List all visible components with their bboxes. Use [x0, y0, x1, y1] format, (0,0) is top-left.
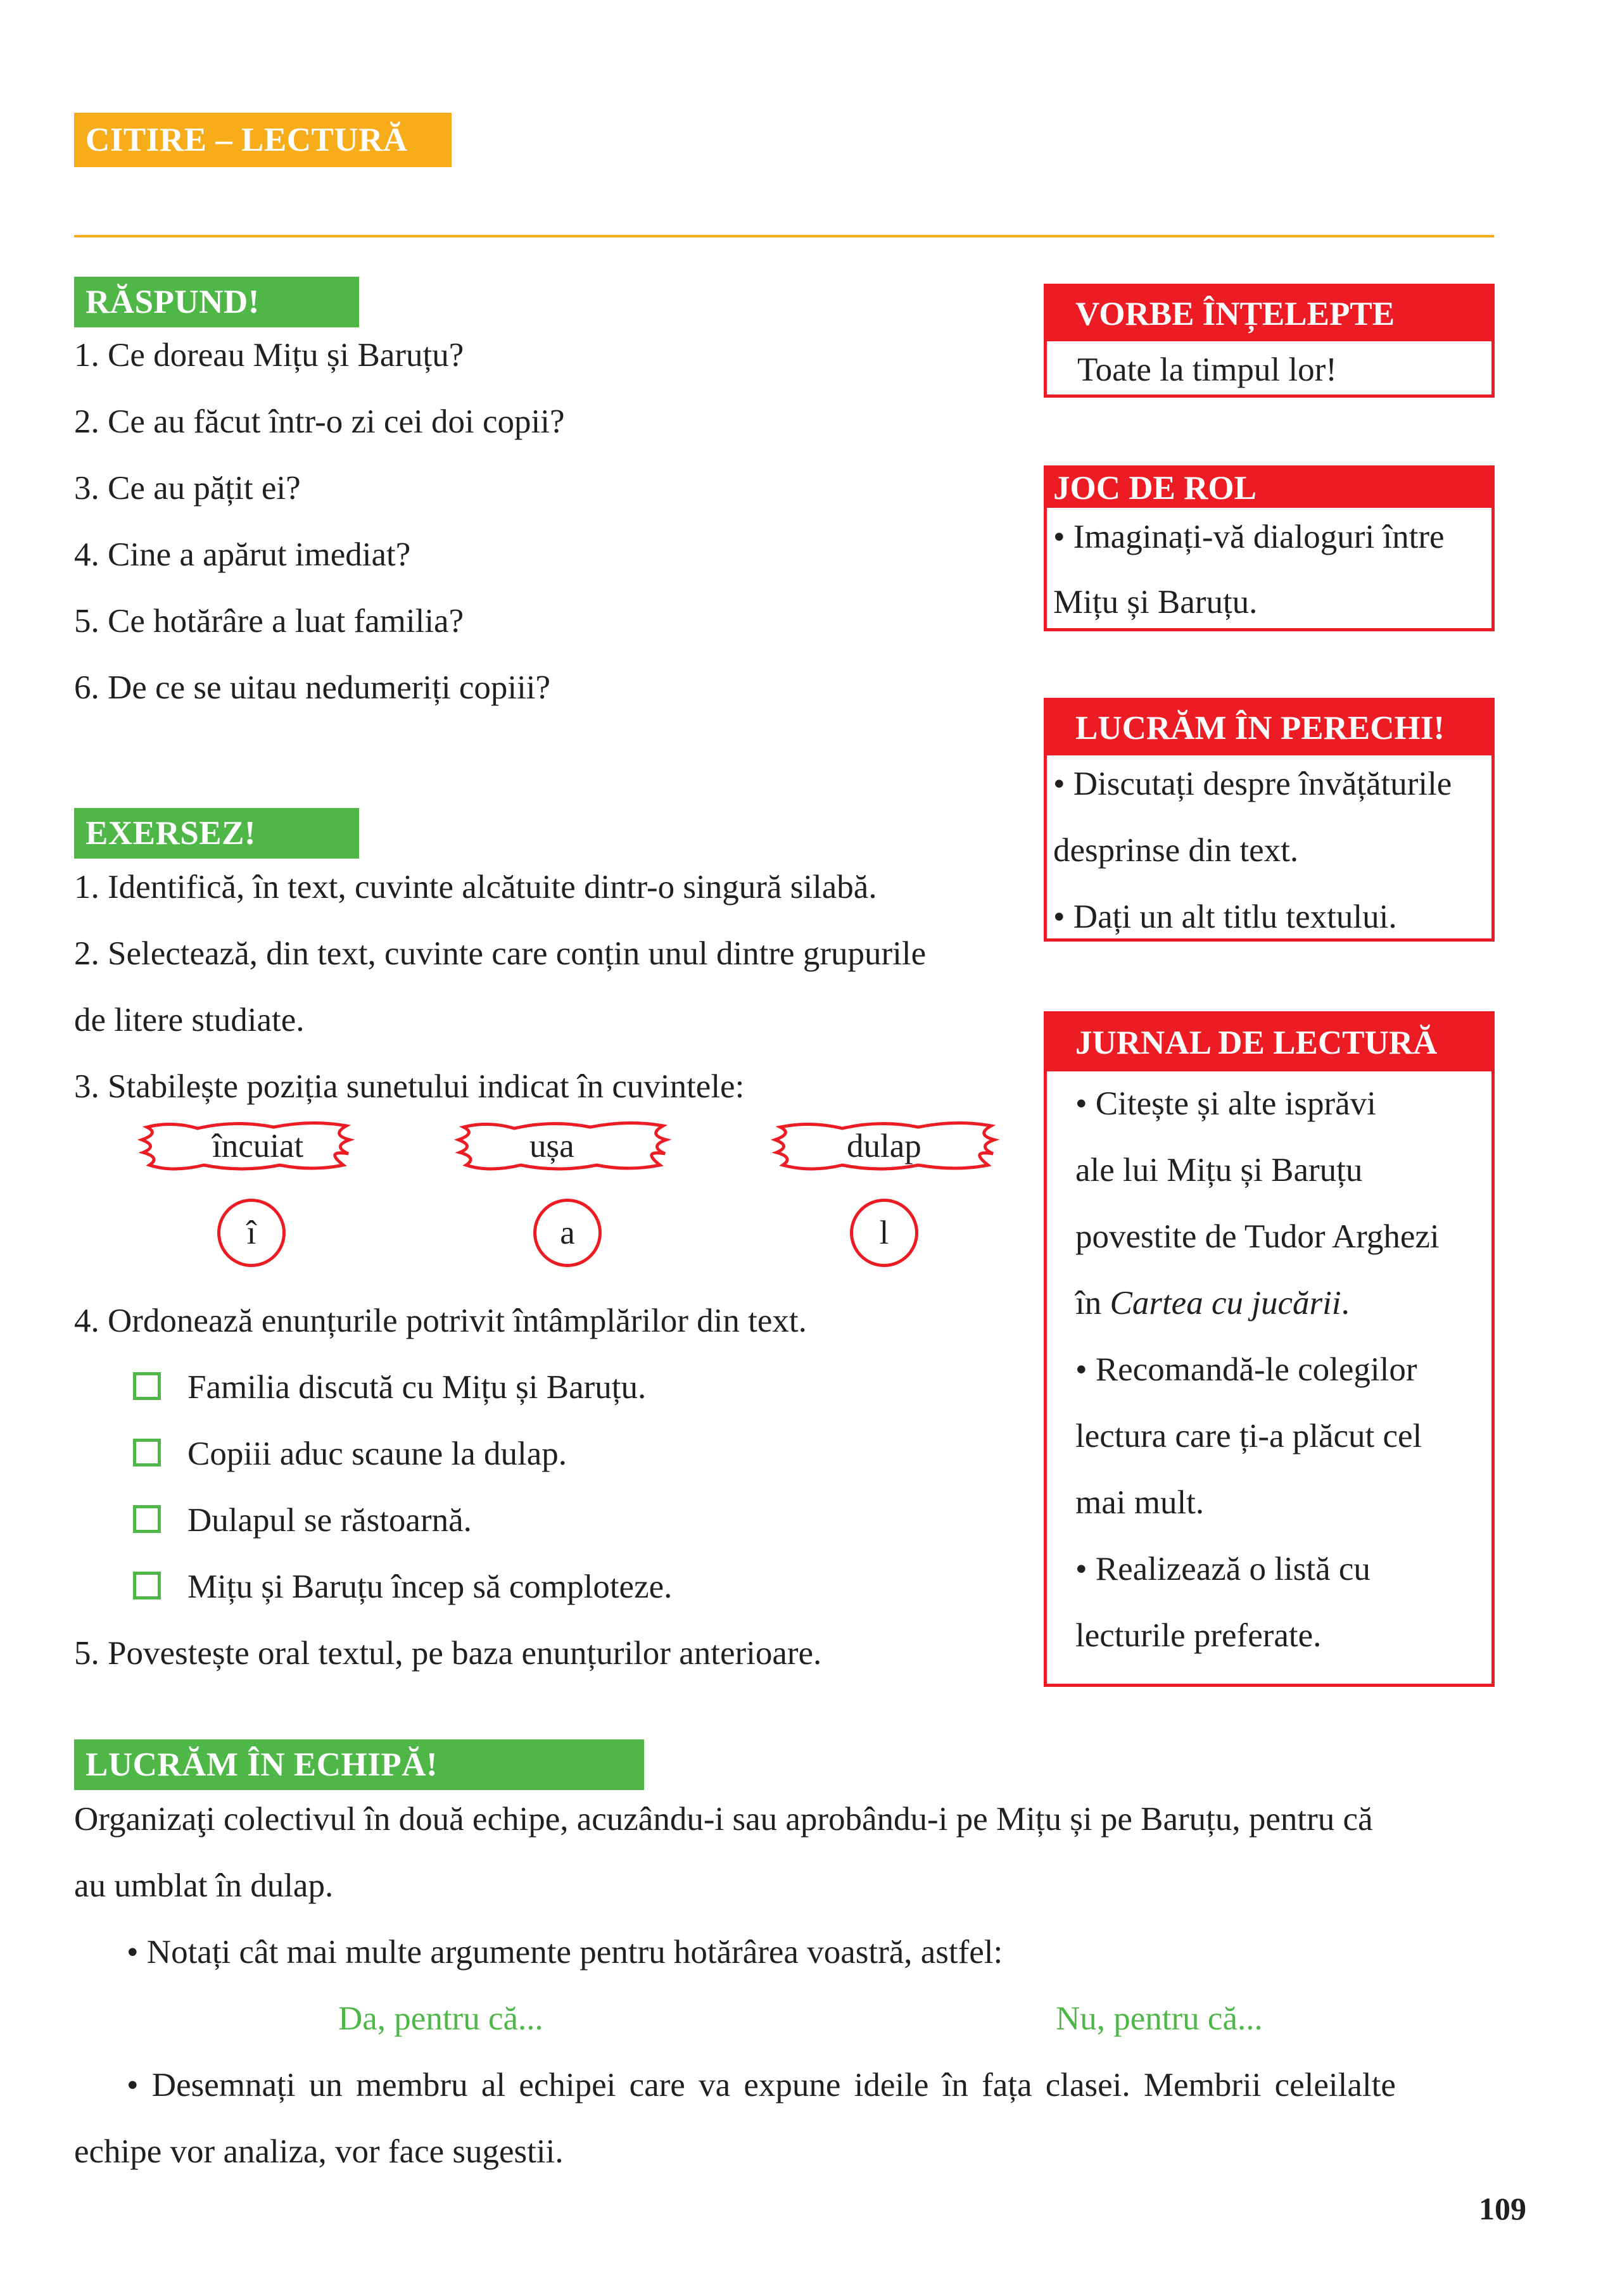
question-1: 1. Ce doreau Mițu și Baruțu?	[74, 337, 464, 374]
letter-circle-1	[217, 1199, 286, 1267]
sentence-1: Familia discută cu Mițu și Baruțu.	[187, 1369, 647, 1406]
jurnal-header	[1047, 1014, 1491, 1071]
joc-line-1: • Imaginați-vă dialoguri între	[1053, 519, 1445, 555]
exersez-tag	[74, 808, 359, 859]
vorbe-header	[1047, 287, 1491, 341]
jurnal-line-4	[1075, 1287, 1350, 1320]
jurnal-line-5: • Recomandă-le colegilor	[1075, 1351, 1417, 1388]
exersez-title: EXERSEZ!	[85, 814, 256, 852]
word-2: ușa	[529, 1128, 574, 1164]
order-checkbox-4[interactable]	[133, 1572, 161, 1599]
letter-circle-2	[533, 1199, 602, 1267]
exersez-item-3: 3. Stabilește poziția sunetului indicat în cuvintele:	[74, 1068, 745, 1105]
perechi-line-1: • Discutați despre învățăturile	[1053, 766, 1452, 802]
order-checkbox-1[interactable]	[133, 1372, 161, 1400]
jurnal-line-4-suffix: .	[1341, 1285, 1350, 1321]
jurnal-line-7: mai mult.	[1075, 1484, 1205, 1521]
joc-header	[1047, 469, 1491, 508]
question-4: 4. Cine a apărut imediat?	[74, 536, 411, 573]
echipa-line-2: au umblat în dulap.	[74, 1867, 334, 1904]
yes-prompt: Da, pentru că...	[338, 2000, 543, 2037]
perechi-title: LUCRĂM ÎN PERECHI!	[1075, 710, 1445, 747]
sentence-4: Mițu și Baruțu încep să comploteze.	[187, 1568, 673, 1605]
echipa-title: LUCRĂM ÎN ECHIPĂ!	[85, 1746, 438, 1783]
question-3: 3. Ce au pățit ei?	[74, 470, 301, 507]
jurnal-line-3: povestite de Tudor Arghezi	[1075, 1218, 1440, 1255]
perechi-line-3: • Dați un alt titlu textului.	[1053, 899, 1397, 935]
word-3: dulap	[847, 1128, 921, 1164]
jurnal-line-1: • Citește și alte isprăvi	[1075, 1085, 1376, 1122]
letter-2: a	[560, 1214, 575, 1251]
vorbe-text: Toate la timpul lor!	[1077, 351, 1337, 388]
question-6: 6. De ce se uitau nedumeriți copiii?	[74, 669, 551, 706]
word-1: încuiat	[212, 1128, 304, 1164]
order-checkbox-3[interactable]	[133, 1505, 161, 1533]
letter-circle-3	[850, 1199, 918, 1267]
order-checkbox-2[interactable]	[133, 1439, 161, 1467]
jurnal-title: JURNAL DE LECTURĂ	[1075, 1025, 1438, 1061]
jurnal-line-6: lectura care ți-a plăcut cel	[1075, 1418, 1422, 1454]
section-tag	[74, 113, 452, 167]
page-number: 109	[1479, 2191, 1526, 2226]
raspund-tag	[74, 277, 359, 327]
sentence-3: Dulapul se răstoarnă.	[187, 1502, 472, 1539]
question-5: 5. Ce hotărâre a luat familia?	[74, 603, 464, 640]
letter-3: l	[879, 1214, 889, 1251]
jurnal-line-2: ale lui Mițu și Baruțu	[1075, 1152, 1363, 1189]
joc-line-2: Mițu și Baruțu.	[1053, 584, 1258, 621]
vorbe-box	[1044, 284, 1495, 398]
no-prompt: Nu, pentru că...	[1056, 2000, 1263, 2037]
jurnal-line-8: • Realizează o listă cu	[1075, 1551, 1371, 1587]
perechi-line-2: desprinse din text.	[1053, 832, 1299, 869]
echipa-line-5: echipe vor analiza, vor face sugestii.	[74, 2133, 564, 2170]
jurnal-box	[1044, 1011, 1495, 1687]
header-rule	[74, 235, 1494, 237]
exersez-item-1: 1. Identifică, în text, cuvinte alcătuite dintr-o singură silabă.	[74, 869, 877, 905]
jurnal-line-4-prefix: în	[1075, 1285, 1110, 1321]
joc-title: JOC DE ROL	[1053, 470, 1257, 507]
jurnal-line-9: lecturile preferate.	[1075, 1617, 1322, 1654]
exersez-item-4: 4. Ordonează enunțurile potrivit întâmplărilor din text.	[74, 1303, 807, 1339]
echipa-tag	[74, 1739, 644, 1790]
echipa-line-4: • Desemnați un membru al echipei care va expune ideile în fața clasei. Membrii celeilalte	[127, 2067, 1396, 2104]
section-tag-label: CITIRE – LECTURĂ	[85, 121, 408, 158]
sentence-2: Copiii aduc scaune la dulap.	[187, 1435, 567, 1472]
echipa-line-3: • Notați cât mai multe argumente pentru hotărârea voastră, astfel:	[127, 1934, 1003, 1971]
exersez-item-2-line1: 2. Selectează, din text, cuvinte care conțin unul dintre grupurile	[74, 935, 927, 972]
joc-box	[1044, 465, 1495, 631]
echipa-line-1: Organizaţi colectivul în două echipe, acuzându-i sau aprobându-i pe Mițu și pe Baruțu, pentru că	[74, 1801, 1373, 1838]
vorbe-title: VORBE ÎNȚELEPTE	[1075, 296, 1395, 332]
exersez-item-2-line2: de litere studiate.	[74, 1002, 305, 1038]
perechi-box	[1044, 698, 1495, 942]
letter-1: î	[246, 1214, 256, 1251]
exersez-item-5: 5. Povestește oral textul, pe baza enunțurilor anterioare.	[74, 1635, 822, 1672]
book-title: Cartea cu jucării	[1110, 1285, 1341, 1321]
raspund-title: RĂSPUND!	[85, 283, 260, 320]
question-2: 2. Ce au făcut într-o zi cei doi copii?	[74, 403, 565, 440]
perechi-header	[1047, 701, 1491, 755]
